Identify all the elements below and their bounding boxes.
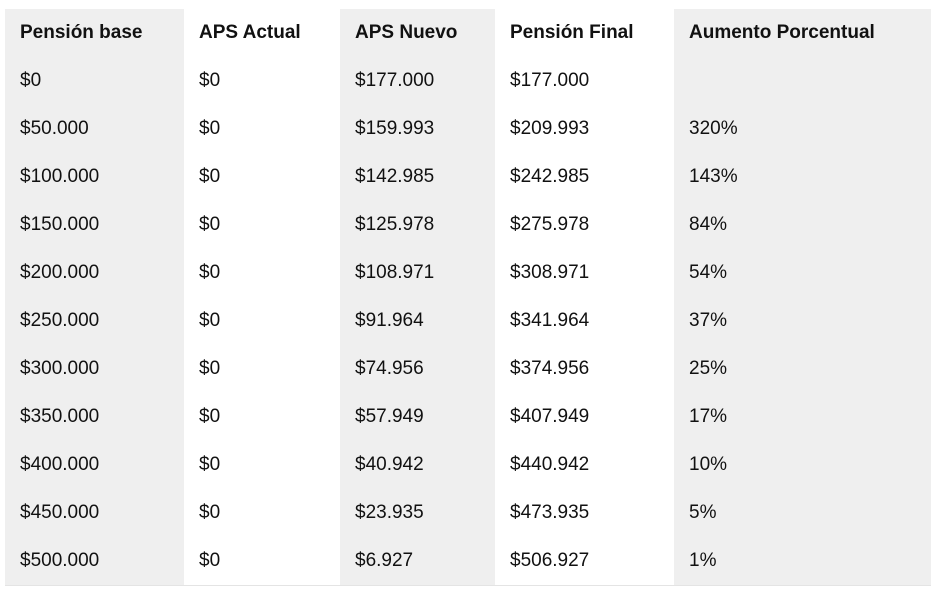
- cell-pension-base: $300.000: [5, 345, 184, 393]
- cell-aps-nuevo: $108.971: [340, 249, 495, 297]
- cell-aumento-porcentual: 10%: [674, 441, 931, 489]
- cell-aps-actual: $0: [184, 441, 340, 489]
- cell-aumento-porcentual: 25%: [674, 345, 931, 393]
- cell-aumento-porcentual: 54%: [674, 249, 931, 297]
- cell-pension-final: $341.964: [495, 297, 674, 345]
- table-row: [5, 345, 931, 393]
- cell-pension-final: $506.927: [495, 537, 674, 585]
- table-row: [5, 441, 931, 489]
- cell-aumento-porcentual: 5%: [674, 489, 931, 537]
- cell-aps-nuevo: $91.964: [340, 297, 495, 345]
- cell-pension-final: $209.993: [495, 105, 674, 153]
- cell-pension-base: $450.000: [5, 489, 184, 537]
- cell-pension-base: $100.000: [5, 153, 184, 201]
- table-row: [5, 249, 931, 297]
- cell-pension-final: $177.000: [495, 57, 674, 105]
- cell-pension-base: $50.000: [5, 105, 184, 153]
- cell-pension-base: $200.000: [5, 249, 184, 297]
- cell-pension-final: $275.978: [495, 201, 674, 249]
- table-row: [5, 393, 931, 441]
- table-row: [5, 537, 931, 585]
- cell-aps-actual: $0: [184, 57, 340, 105]
- pension-table: [5, 9, 931, 585]
- cell-aps-nuevo: $177.000: [340, 57, 495, 105]
- header-aumento-porcentual: Aumento Porcentual: [674, 9, 931, 57]
- cell-aps-actual: $0: [184, 105, 340, 153]
- cell-pension-final: $374.956: [495, 345, 674, 393]
- cell-aps-nuevo: $40.942: [340, 441, 495, 489]
- cell-aps-nuevo: $159.993: [340, 105, 495, 153]
- cell-aps-actual: $0: [184, 393, 340, 441]
- table-header-row: [5, 9, 931, 57]
- cell-pension-base: $400.000: [5, 441, 184, 489]
- cell-aps-actual: $0: [184, 537, 340, 585]
- header-aps-nuevo: APS Nuevo: [340, 9, 495, 57]
- table-row: [5, 201, 931, 249]
- cell-pension-base: $500.000: [5, 537, 184, 585]
- table-row: [5, 153, 931, 201]
- cell-aumento-porcentual: 320%: [674, 105, 931, 153]
- cell-aps-actual: $0: [184, 345, 340, 393]
- cell-aps-nuevo: $57.949: [340, 393, 495, 441]
- cell-pension-base: $250.000: [5, 297, 184, 345]
- cell-aumento-porcentual: 37%: [674, 297, 931, 345]
- pension-table-container: [5, 9, 931, 585]
- header-pension-base: Pensión base: [5, 9, 184, 57]
- cell-aps-actual: $0: [184, 201, 340, 249]
- cell-aps-nuevo: $74.956: [340, 345, 495, 393]
- cell-pension-final: $473.935: [495, 489, 674, 537]
- cell-aumento-porcentual: 17%: [674, 393, 931, 441]
- cell-aps-actual: $0: [184, 153, 340, 201]
- cell-aps-nuevo: $142.985: [340, 153, 495, 201]
- table-bottom-divider: [5, 585, 931, 586]
- cell-pension-base: $350.000: [5, 393, 184, 441]
- cell-pension-final: $242.985: [495, 153, 674, 201]
- header-pension-final: Pensión Final: [495, 9, 674, 57]
- cell-pension-final: $440.942: [495, 441, 674, 489]
- table-row: [5, 297, 931, 345]
- cell-aumento-porcentual: [674, 57, 931, 105]
- cell-pension-base: $0: [5, 57, 184, 105]
- cell-aps-actual: $0: [184, 249, 340, 297]
- header-aps-actual: APS Actual: [184, 9, 340, 57]
- table-row: [5, 105, 931, 153]
- cell-aps-actual: $0: [184, 489, 340, 537]
- cell-aumento-porcentual: 143%: [674, 153, 931, 201]
- cell-aumento-porcentual: 1%: [674, 537, 931, 585]
- table-row: [5, 489, 931, 537]
- cell-pension-final: $407.949: [495, 393, 674, 441]
- cell-pension-final: $308.971: [495, 249, 674, 297]
- cell-pension-base: $150.000: [5, 201, 184, 249]
- cell-aps-actual: $0: [184, 297, 340, 345]
- cell-aumento-porcentual: 84%: [674, 201, 931, 249]
- table-row: [5, 57, 931, 105]
- cell-aps-nuevo: $125.978: [340, 201, 495, 249]
- cell-aps-nuevo: $23.935: [340, 489, 495, 537]
- cell-aps-nuevo: $6.927: [340, 537, 495, 585]
